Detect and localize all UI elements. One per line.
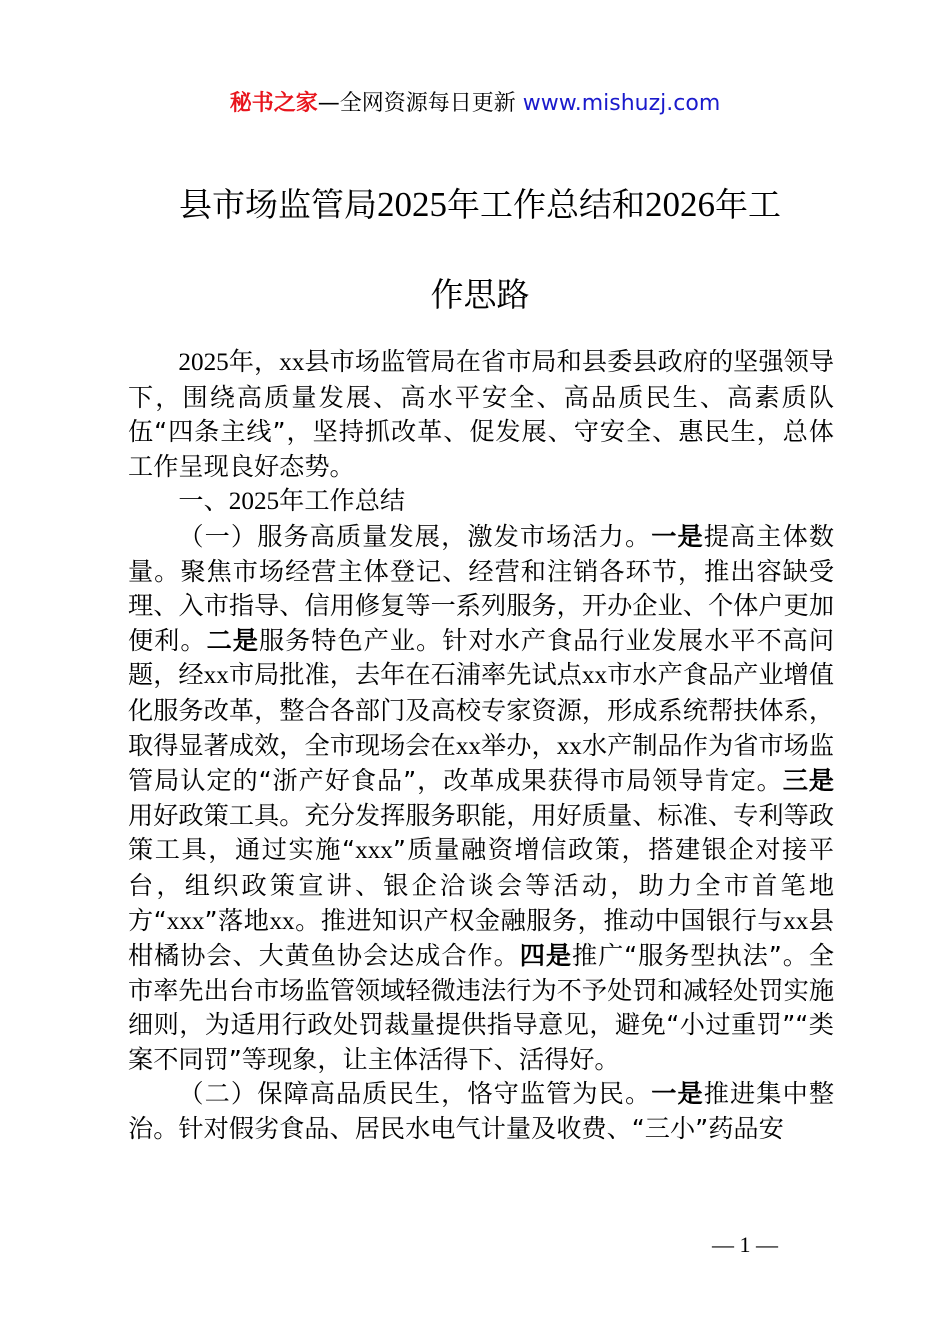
title-line-2: 作思路 — [430, 275, 530, 314]
site-url-link[interactable]: www.mishuzj.com — [522, 91, 721, 116]
document-title — [128, 160, 832, 340]
page-number: — 1 — — [712, 1232, 778, 1257]
subsection-2-heading: （二）保障高品质民生，恪守监管为民。 — [178, 1079, 652, 1109]
document-body — [128, 345, 834, 1147]
subsection-1-paragraph: （一）服务高质量发展，激发市场活力。一是提高主体数量。聚焦市场经营主体登记、经营和注销各环节，推出容缺受理、入市指导、信用修复等一系列服务，开办企业、个体户更加便利。二是服务特色产业。针对水产食品行业发展水平不高问题，经xx市局批准，去年在石浦率先试点xx市水产食品产业增值化服务改革，整合各部门及高校专家资源，形成系统帮扶体系，取得显著成效，全市现场会在xx举办，xx水产制品作为省市场监管局认定的“浙产好食品”，改革成果获得市局领导肯定。三是用好政策工具。充分发挥服务职能，用好质量、标准、专利等政策工具，通过实施“xxx”质量融资增信政策，搭建银企对接平台，组织政策宣讲、银企洽谈会等活动，助力全市首笔地方“xxx”落地xx。推进知识产权金融服务，推动中国银行与xx县柑橘协会、大黄鱼协会达成合作。四是推广“服务型执法”。全市率先出台市场监管领域轻微违法行为不予处罚和减轻处罚实施细则，为适用行政处罚裁量提供指导意见，避免“小过重罚”“类案不同罚”等现象，让主体活得下、活得好。 — [128, 521, 835, 1074]
subsection-1-heading: （一）服务高质量发展，激发市场活力。 — [178, 521, 652, 551]
header-tagline: —全网资源每日更新 — [317, 91, 523, 116]
site-header — [0, 88, 950, 120]
title-line-1: 县市场监管局2025年工作总结和2026年工 — [179, 185, 781, 224]
intro-paragraph: 2025年，xx县市场监管局在省市局和县委县政府的坚强领导下，围绕高质量发展、高水平安全、高品质民生、高素质队伍“四条主线”，坚持抓改革、促发展、守安全、惠民生，总体工作呈现良好态势。 — [128, 347, 835, 481]
brand-name: 秘书之家 — [229, 91, 318, 116]
subsection-2-paragraph: （二）保障高品质民生，恪守监管为民。一是推进集中整治。针对假劣食品、居民水电气计量及收费、“三小”药品安 — [128, 1079, 835, 1144]
section-heading-1: 一、2025年工作总结 — [178, 486, 406, 516]
